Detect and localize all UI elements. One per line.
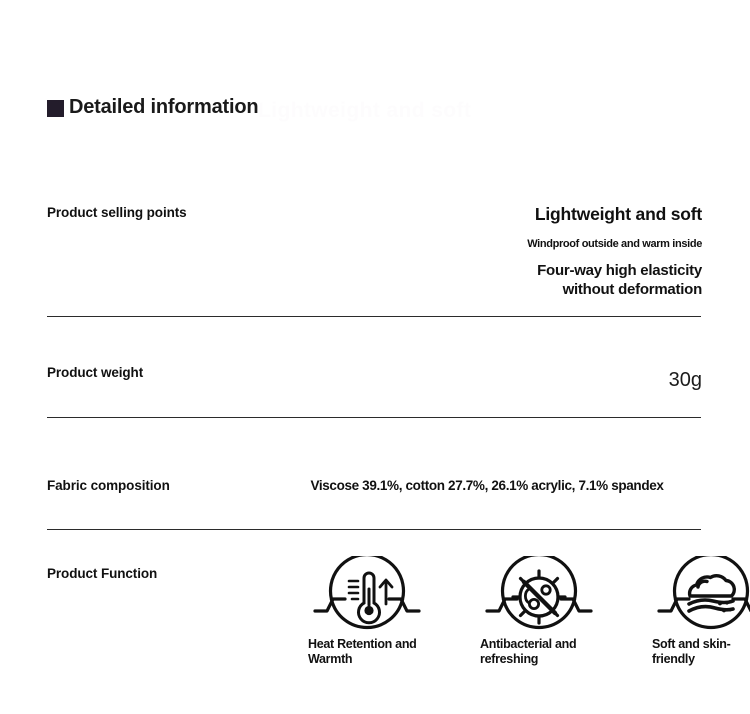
thermometer-heat-icon <box>297 556 437 634</box>
spec-value-weight: 30g <box>668 369 702 391</box>
selling-point-tertiary <box>272 262 702 299</box>
spec-row-weight <box>47 365 702 410</box>
function-icon-list <box>297 556 750 667</box>
selling-point-primary: Lightweight and soft <box>534 204 702 224</box>
selling-point-secondary: Windproof outside and warm inside <box>527 238 702 251</box>
no-bacteria-icon <box>469 556 609 634</box>
soft-cloud-fabric-icon <box>641 556 750 634</box>
spec-label-fabric: Fabric composition <box>47 478 170 493</box>
function-caption-heat-line1: Heat Retention and <box>308 637 417 651</box>
function-item-soft-skin-friendly <box>641 556 750 667</box>
divider-3 <box>47 529 701 530</box>
page-header <box>47 96 258 119</box>
spec-label-function: Product Function <box>47 566 158 581</box>
spec-row-fabric <box>47 478 702 518</box>
spec-label-selling-points: Product selling points <box>47 205 187 220</box>
spec-row-function <box>47 566 731 686</box>
function-caption-heat-line2: Warmth <box>308 651 353 666</box>
spec-value-fabric: Viscose 39.1%, cotton 27.7%, 26.1% acrylic, 7.1% spandex <box>310 478 664 493</box>
spec-row-selling-points <box>47 205 702 305</box>
background-watermark-text: Lightweight and soft <box>258 99 472 122</box>
selling-point-tertiary-line2: without deformation <box>562 280 702 298</box>
function-caption-antibacterial-line2: refreshing <box>480 651 539 666</box>
function-caption-soft-line2: friendly <box>652 651 695 666</box>
header-bullet-square-icon <box>47 100 64 117</box>
function-item-antibacterial <box>469 556 609 667</box>
page-title: Detailed information <box>69 96 259 118</box>
divider-2 <box>47 417 701 418</box>
function-caption-soft-line1: Soft and skin- <box>652 637 731 651</box>
spec-label-weight: Product weight <box>47 365 144 380</box>
divider-1 <box>47 316 701 317</box>
function-caption-antibacterial-line1: Antibacterial and <box>480 637 577 651</box>
function-item-heat-retention <box>297 556 437 667</box>
function-caption-soft-skin-friendly <box>646 637 750 667</box>
selling-point-tertiary-line1: Four-way high elasticity <box>537 262 702 280</box>
function-caption-heat-retention <box>302 637 432 667</box>
function-caption-antibacterial <box>474 637 604 667</box>
selling-points-values <box>272 205 702 299</box>
